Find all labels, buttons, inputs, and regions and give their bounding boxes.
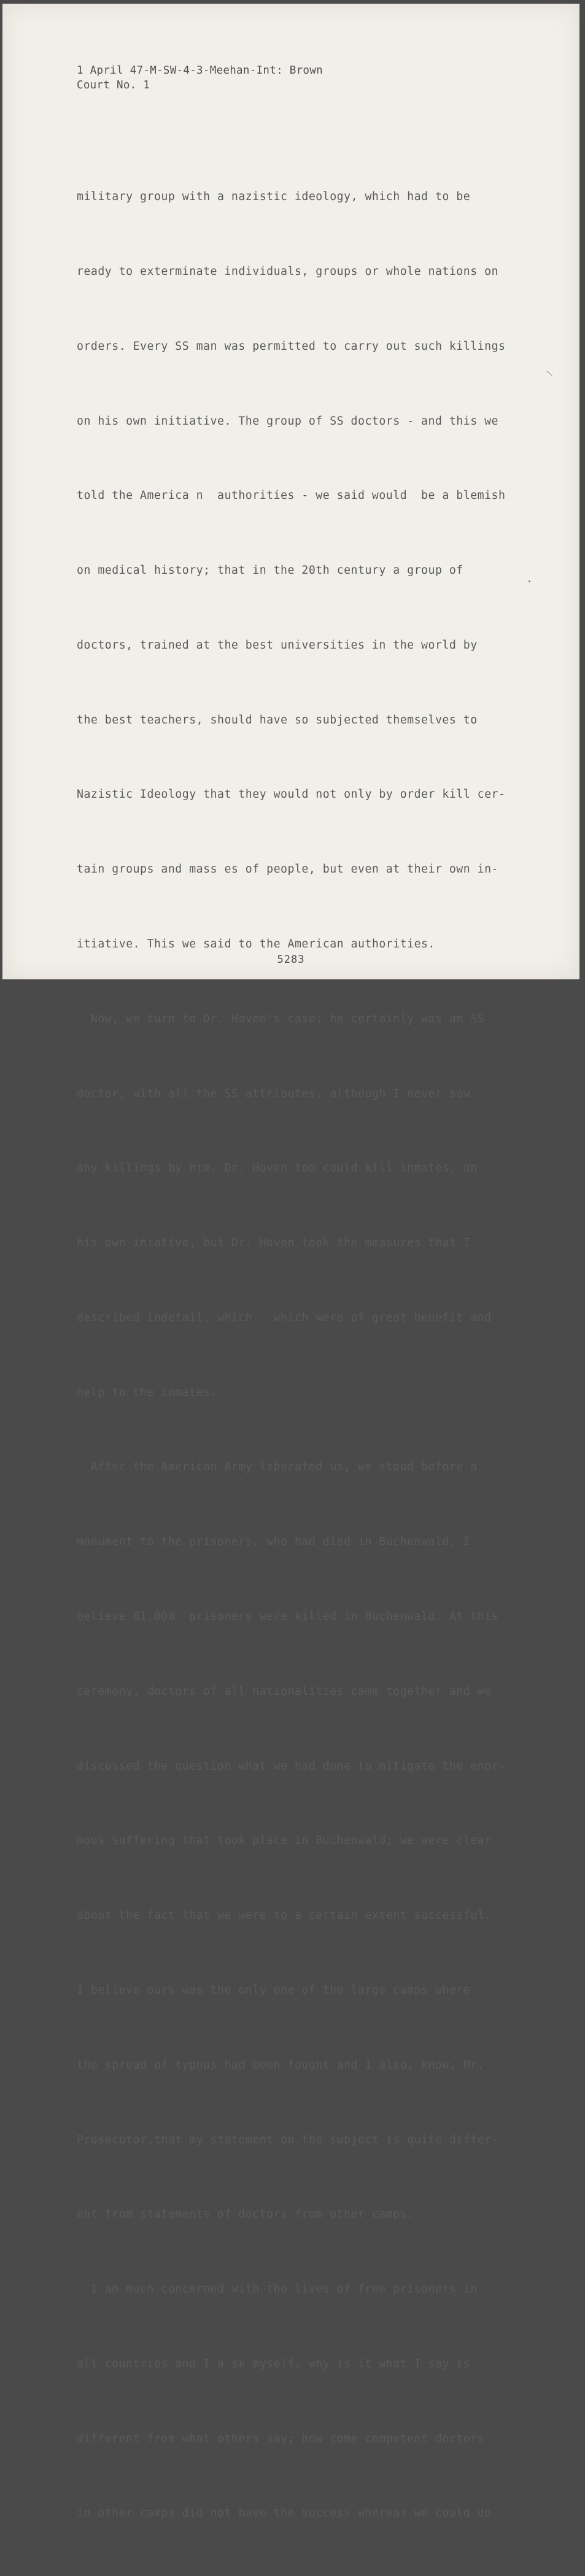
page-number: 5283 [277,954,305,966]
body-line: about the fact that we were to a certain extent successful. [77,1909,492,1922]
body-line: Now, we turn to Dr. Hoven's case; he certainly was an SS [77,1012,485,1025]
transcript-body [77,135,543,2576]
body-line: military group with a nazistic ideology, which had to be [77,190,471,204]
body-line: I am much concerned with the lives of free prisoners in [77,2283,478,2296]
body-line: in other camps did not have the success whereas we could do [77,2507,492,2520]
body-line: different from what others say; how come competent doctors [77,2432,485,2445]
body-line: discussed the question what we had done to mitigate the enor- [77,1759,506,1773]
body-line: any killings by him. Dr. Hoven too could kill inmates, on [77,1162,478,1175]
body-line: Prosecutor,that my statement on the subject is quite differ- [77,2133,498,2146]
body-line: on medical history; that in the 20th century a group of [77,564,463,577]
body-line: ceremony, doctors of all nationalities came together and we [77,1684,492,1698]
body-line: told the America n authorities - we said would be a blemish [77,489,506,503]
body-line: Nazistic Ideology that they would not only by order kill cer- [77,788,506,801]
body-line: ready to exterminate individuals, groups or whole nations on [77,264,498,278]
body-line: the spread of typhus had been fought and I also, know, Mr. [77,2058,485,2072]
body-line: believe 81,000 prisoners were killed in Buchenwald. At this [77,1610,498,1624]
body-line: ent from statements of doctors from other camps. [77,2208,414,2221]
body-line: doctors, trained at the best universities in the world by [77,638,478,652]
body-line: doctor, with all the SS attributes, although I never saw [77,1087,471,1100]
body-line: on his own initiative. The group of SS doctors - and this we [77,414,498,428]
margin-dot [529,580,530,582]
header-line-2: Court No. 1 [77,79,150,91]
body-line: described indetail, which which were of great benefit and [77,1311,492,1324]
body-line: tain groups and mass es of people, but even at their own in- [77,863,498,876]
body-line: itiative. This we said to the American authorities. [77,938,435,951]
body-line: monument to the prisoners, who had died in Buchenwald, I [77,1535,471,1549]
margin-tick-mark [546,371,552,376]
body-line: all countries and I a sk myself, why is it what I say is [77,2357,471,2370]
body-line: the best teachers, should have so subjected themselves to [77,713,478,727]
document-page [2,4,579,2520]
body-line: mous suffering that took place in Buchenwald; we were clear [77,1834,492,1848]
header-line-1: 1 April 47-M-SW-4-3-Meehan-Int: Brown [77,64,323,77]
body-line: help to the inmates. [77,1386,217,1399]
body-line: orders. Every SS man was permitted to carry out such killings [77,339,506,353]
body-line: After the American Army liberated us, we stood before a [77,1460,478,1474]
body-line: his own iniative, but Dr. Hoven took the measures that I [77,1236,471,1250]
body-line: I believe ours was the only one of the large camps where [77,1983,471,1997]
document-header [77,63,323,93]
